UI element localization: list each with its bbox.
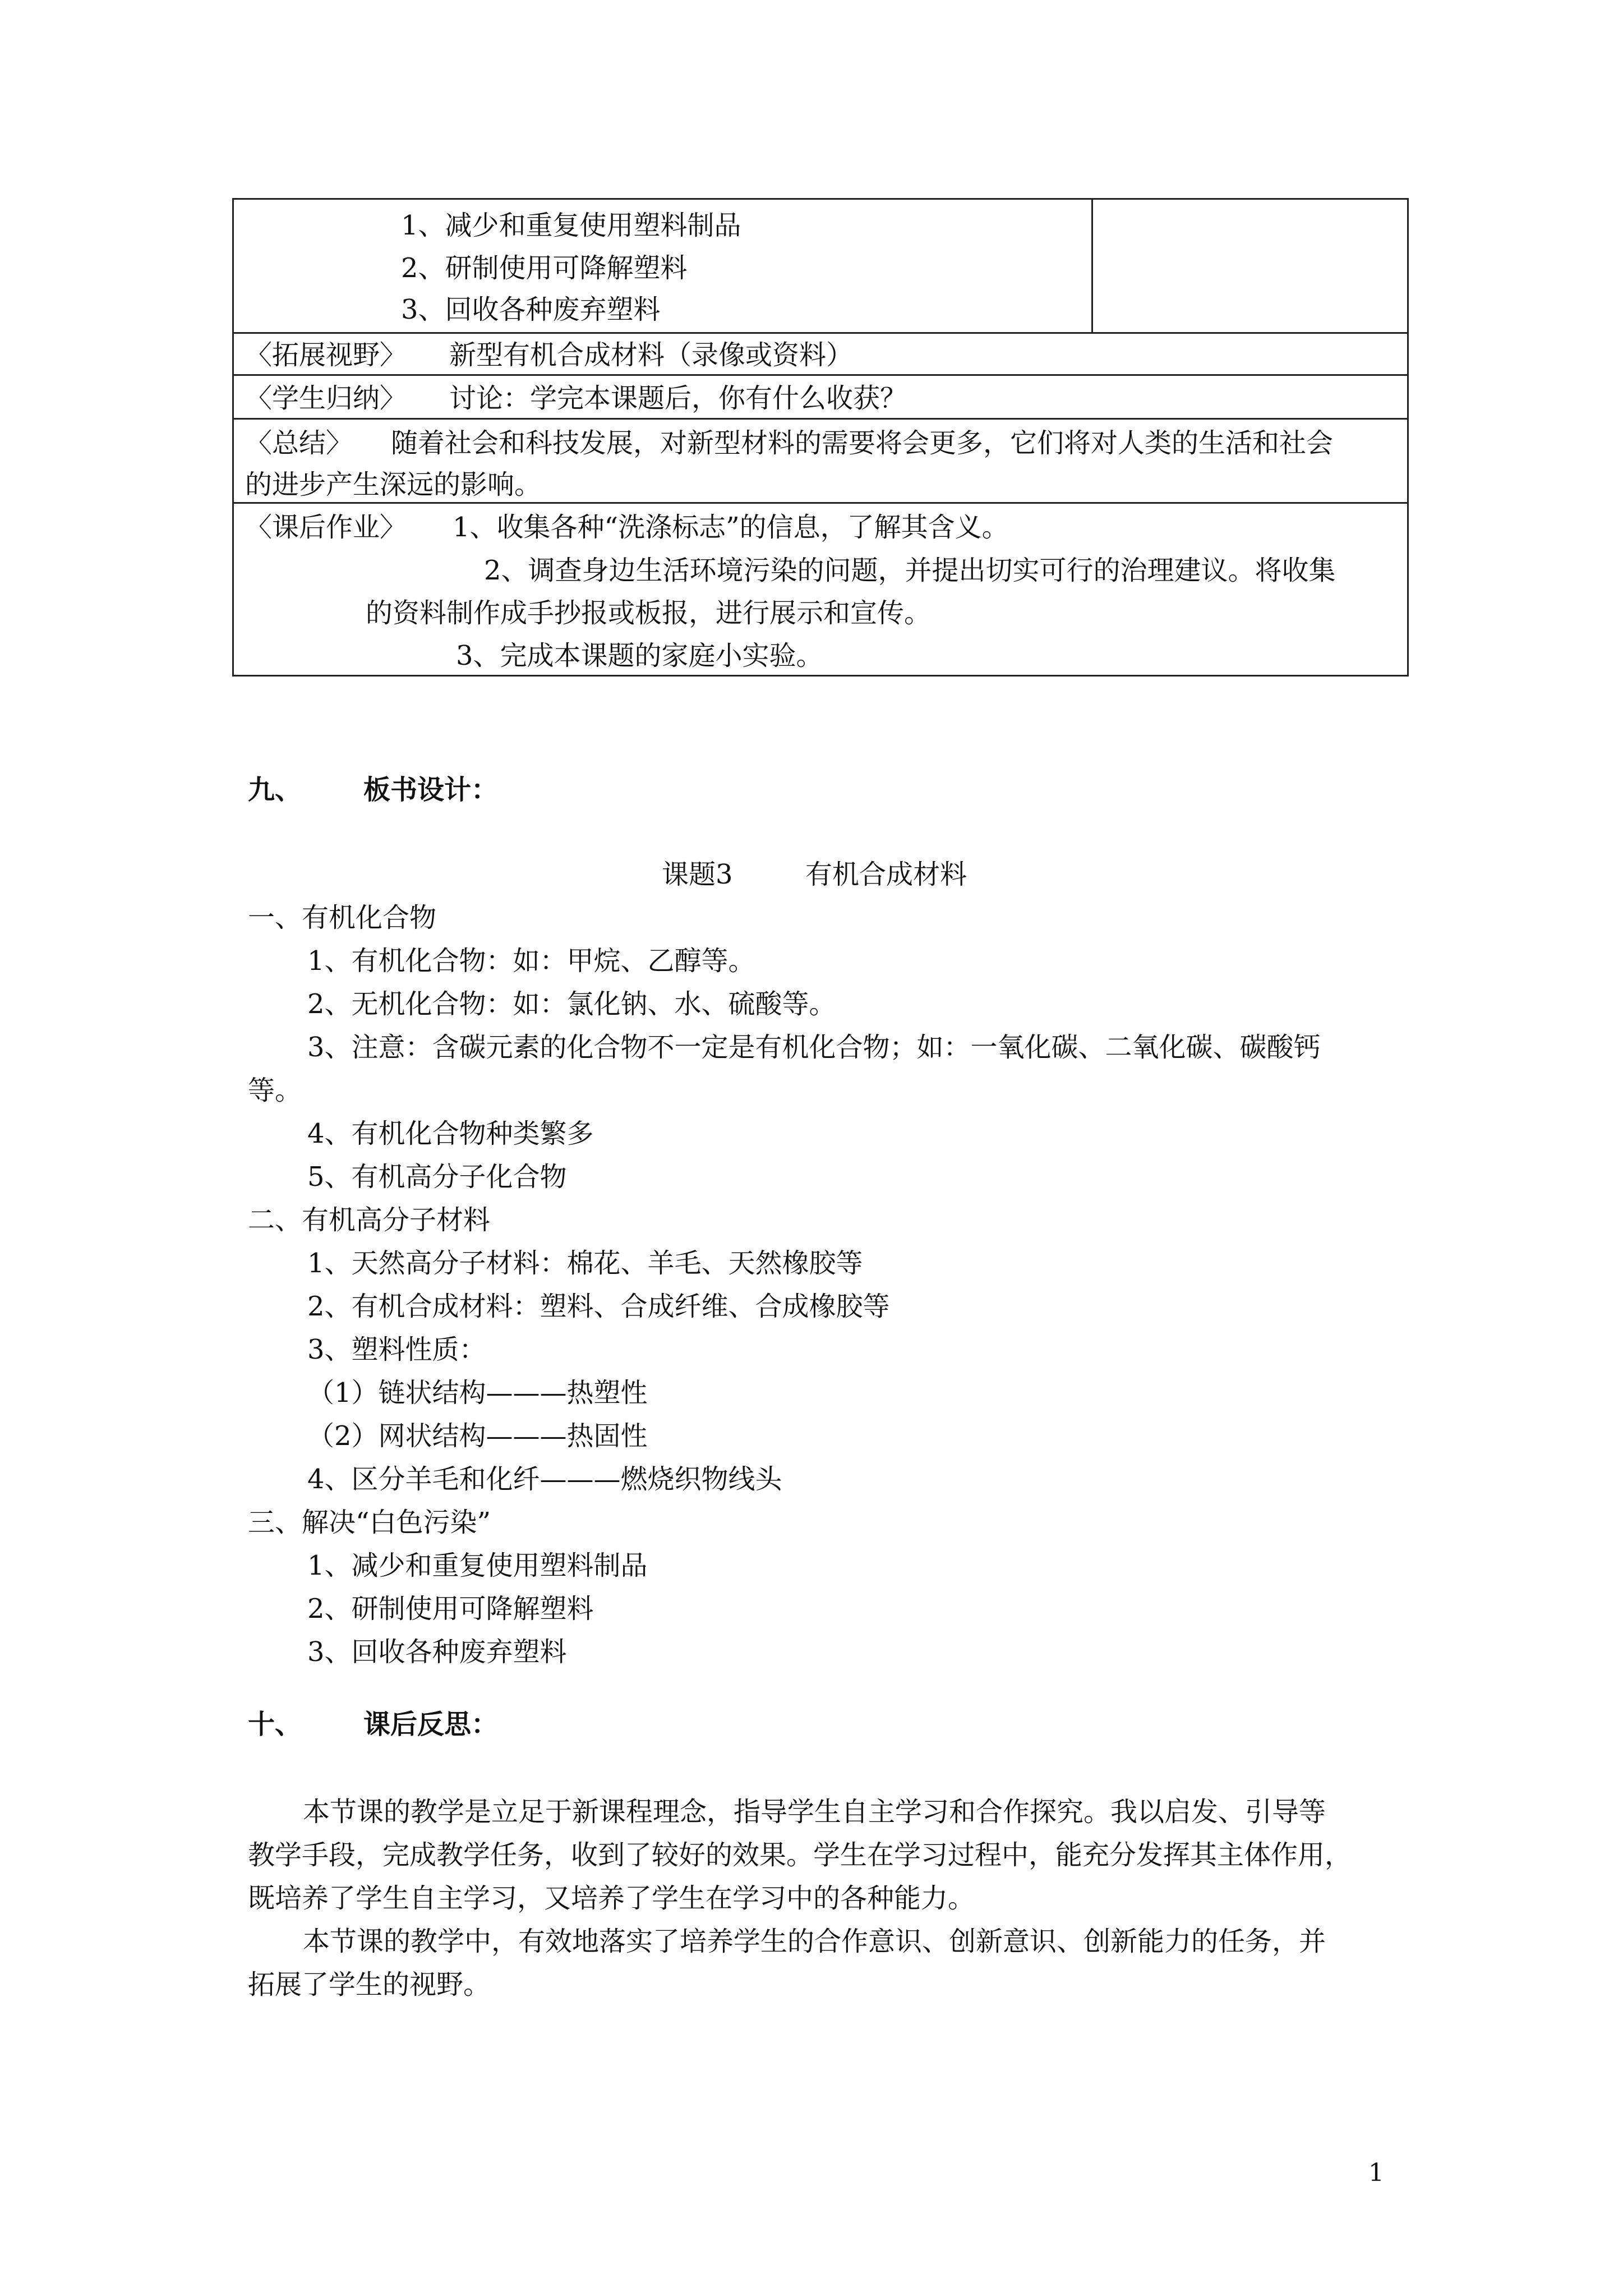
- table-cell-empty: [1093, 200, 1407, 332]
- paragraph-line: 既培养了学生自主学习，又培养了学生在学习中的各种能力。: [248, 1883, 975, 1914]
- row-label: 〈课后作业〉: [245, 512, 407, 543]
- section-number: 十、: [248, 1709, 302, 1740]
- board-line: 2、研制使用可降解塑料: [307, 1593, 594, 1625]
- board-line: 等。: [248, 1075, 302, 1106]
- board-title: 有机合成材料: [805, 859, 967, 890]
- lesson-table: [232, 198, 1409, 677]
- paragraph-line: 教学手段，完成教学任务，收到了较好的效果。学生在学习过程中，能充分发挥其主体作用，: [248, 1839, 1352, 1871]
- table-line: 2、研制使用可降解塑料: [401, 252, 688, 284]
- board-line: 1、有机化合物：如：甲烷、乙醇等。: [307, 945, 755, 977]
- row-label: 〈拓展视野〉: [245, 339, 407, 371]
- board-heading: 一、有机化合物: [248, 902, 437, 933]
- paragraph-line: 本节课的教学是立足于新课程理念，指导学生自主学习和合作探究。我以启发、引导等: [303, 1796, 1326, 1828]
- table-cell-content: [234, 200, 1093, 332]
- row-label: 〈总结〉: [245, 427, 353, 459]
- row-text: 讨论：学完本课题后，你有什么收获？: [449, 383, 907, 414]
- board-heading: 三、解决“白色污染”: [248, 1507, 491, 1538]
- table-row: [234, 418, 1407, 502]
- table-row: [234, 374, 1407, 418]
- homework-item: 1、收集各种“洗涤标志”的信息，了解其含义。: [453, 512, 1009, 543]
- homework-item: 3、完成本课题的家庭小实验。: [456, 640, 823, 671]
- section-number: 九、: [248, 774, 302, 806]
- homework-item: 的资料制作成手抄报或板报，进行展示和宣传。: [366, 597, 932, 629]
- table-row: [234, 200, 1407, 332]
- board-line: （2）网状结构———热固性: [307, 1420, 648, 1452]
- section-title: 板书设计：: [363, 774, 499, 806]
- row-label: 〈学生归纳〉: [245, 383, 407, 414]
- table-line: 1、减少和重复使用塑料制品: [401, 210, 741, 241]
- board-line: 3、塑料性质：: [307, 1334, 486, 1365]
- row-text: 的进步产生深远的影响。: [245, 469, 542, 500]
- board-line: 2、无机化合物：如：氯化钠、水、硫酸等。: [307, 988, 836, 1020]
- table-row: [234, 332, 1407, 374]
- board-line: 5、有机高分子化合物: [307, 1161, 567, 1193]
- board-line: （1）链状结构———热塑性: [307, 1377, 648, 1409]
- board-line: 4、区分羊毛和化纤———燃烧织物线头: [307, 1464, 782, 1495]
- board-line: 4、有机化合物种类繁多: [307, 1118, 594, 1149]
- table-row: [234, 502, 1407, 675]
- page-number: 1: [1368, 2159, 1384, 2187]
- board-line: 1、减少和重复使用塑料制品: [307, 1550, 648, 1581]
- board-title-number: 课题3: [662, 859, 733, 890]
- paragraph-line: 拓展了学生的视野。: [248, 1969, 491, 2000]
- row-text: 随着社会和科技发展，对新型材料的需要将会更多，它们将对人类的生活和社会: [391, 427, 1334, 459]
- section-title: 课后反思：: [363, 1709, 499, 1740]
- row-text: 新型有机合成材料（录像或资料）: [449, 339, 854, 371]
- board-line: 2、有机合成材料：塑料、合成纤维、合成橡胶等: [307, 1291, 890, 1322]
- board-line: 1、天然高分子材料：棉花、羊毛、天然橡胶等: [307, 1248, 863, 1279]
- board-heading: 二、有机高分子材料: [248, 1204, 491, 1236]
- homework-item: 2、调查身边生活环境污染的问题，并提出切实可行的治理建议。将收集: [484, 555, 1336, 586]
- board-line: 3、回收各种废弃塑料: [307, 1636, 567, 1668]
- paragraph-line: 本节课的教学中，有效地落实了培养学生的合作意识、创新意识、创新能力的任务，并: [303, 1926, 1326, 1957]
- table-line: 3、回收各种废弃塑料: [401, 294, 661, 325]
- board-line: 3、注意：含碳元素的化合物不一定是有机化合物；如：一氧化碳、二氧化碳、碳酸钙: [307, 1032, 1321, 1063]
